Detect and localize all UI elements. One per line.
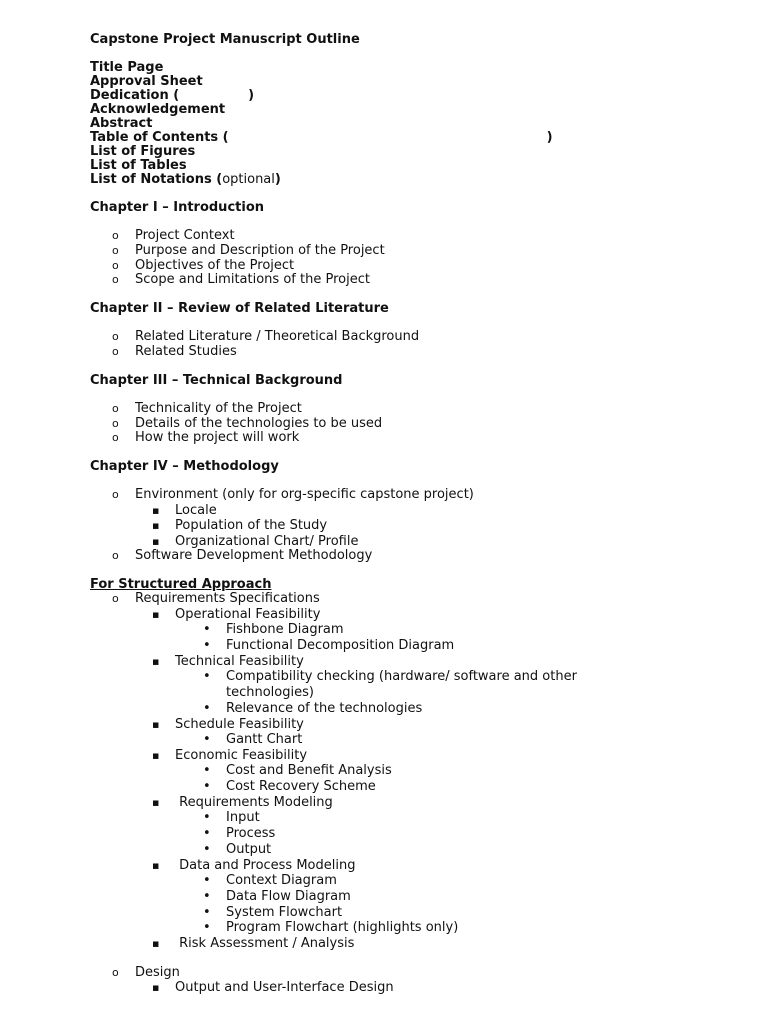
economic-subitem: • Cost and Benefit Analysis [90, 763, 730, 779]
ch1-item: o Project Context [90, 229, 730, 244]
fm-notations-optional: optional [222, 172, 275, 187]
operational-subitem: • Fishbone Diagram [90, 622, 730, 638]
fm-approval-sheet: Approval Sheet [90, 74, 203, 89]
fm-list-notations [90, 173, 730, 187]
design-subitem: ▪ Output and User-Interface Design [90, 980, 730, 995]
ch4-environment: o Environment (only for org-specific capstone project) [90, 488, 730, 503]
chapter-1-heading: Chapter I – Introduction [90, 200, 265, 215]
risk-assessment: ▪ Risk Assessment / Analysis [90, 936, 730, 951]
req-modeling-subitem: • Output [90, 842, 730, 858]
fm-list-figures: List of Figures [90, 144, 196, 159]
req-modeling-subitem: • Input [90, 810, 730, 826]
ch4-env-item: ▪ Organizational Chart/ Profile [90, 534, 730, 549]
operational-subitem: • Functional Decomposition Diagram [90, 638, 730, 654]
data-process-subitem: • Context Diagram [90, 873, 730, 889]
economic-feasibility: ▪ Economic Feasibility [90, 748, 730, 763]
document-title: Capstone Project Manuscript Outline [90, 32, 360, 47]
ch2-item: o Related Literature / Theoretical Background [90, 330, 730, 345]
design-item: o Design [90, 966, 730, 981]
fm-toc-open: Table of Contents ( [90, 130, 229, 145]
fm-abstract: Abstract [90, 116, 153, 131]
technical-subitem: • Compatibility checking (hardware/ software and other technologies) [90, 669, 730, 701]
ch3-item: o How the project will work [90, 431, 730, 446]
ch2-item: o Related Studies [90, 345, 730, 360]
data-process-modeling: ▪ Data and Process Modeling [90, 858, 730, 873]
data-process-subitem: • Program Flowchart (highlights only) [90, 920, 730, 936]
fm-notations-close: ) [274, 172, 281, 187]
chapter-3-heading: Chapter III – Technical Background [90, 372, 343, 388]
fm-dedication-open: Dedication ( [90, 88, 180, 103]
economic-subitem: • Cost Recovery Scheme [90, 779, 730, 795]
ch3-item: o Technicality of the Project [90, 402, 730, 417]
ch4-env-item: ▪ Locale [90, 503, 730, 518]
req-spec-item: o Requirements Specifications [90, 592, 730, 607]
ch1-item: o Purpose and Description of the Project [90, 244, 730, 259]
requirements-modeling: ▪ Requirements Modeling [90, 795, 730, 810]
ch4-env-item: ▪ Population of the Study [90, 518, 730, 533]
document-page [90, 33, 730, 996]
operational-feasibility: ▪ Operational Feasibility [90, 607, 730, 622]
fm-dedication [90, 89, 730, 103]
req-modeling-subitem: • Process [90, 826, 730, 842]
fm-notations-open: List of Notations ( [90, 172, 223, 187]
fm-dedication-close: ) [248, 88, 255, 103]
data-process-subitem: • System Flowchart [90, 905, 730, 921]
technical-feasibility: ▪ Technical Feasibility [90, 654, 730, 669]
front-matter-list [90, 61, 730, 187]
schedule-subitem: • Gantt Chart [90, 732, 730, 748]
ch3-item: o Details of the technologies to be used [90, 417, 730, 432]
technical-subitem: • Relevance of the technologies [90, 701, 730, 717]
ch1-item: o Objectives of the Project [90, 259, 730, 274]
chapter-4-heading: Chapter IV – Methodology [90, 459, 279, 475]
fm-toc-close: ) [546, 130, 553, 145]
chapter-2-heading: Chapter II – Review of Related Literature [90, 301, 389, 317]
fm-acknowledgement: Acknowledgement [90, 102, 226, 117]
fm-list-tables: List of Tables [90, 158, 187, 173]
data-process-subitem: • Data Flow Diagram [90, 889, 730, 905]
schedule-feasibility: ▪ Schedule Feasibility [90, 717, 730, 732]
fm-toc [90, 131, 730, 145]
fm-title-page: Title Page [90, 60, 164, 75]
structured-approach-heading: For Structured Approach [90, 576, 272, 592]
ch4-sdm: o Software Development Methodology [90, 549, 730, 564]
ch1-item: o Scope and Limitations of the Project [90, 273, 730, 288]
